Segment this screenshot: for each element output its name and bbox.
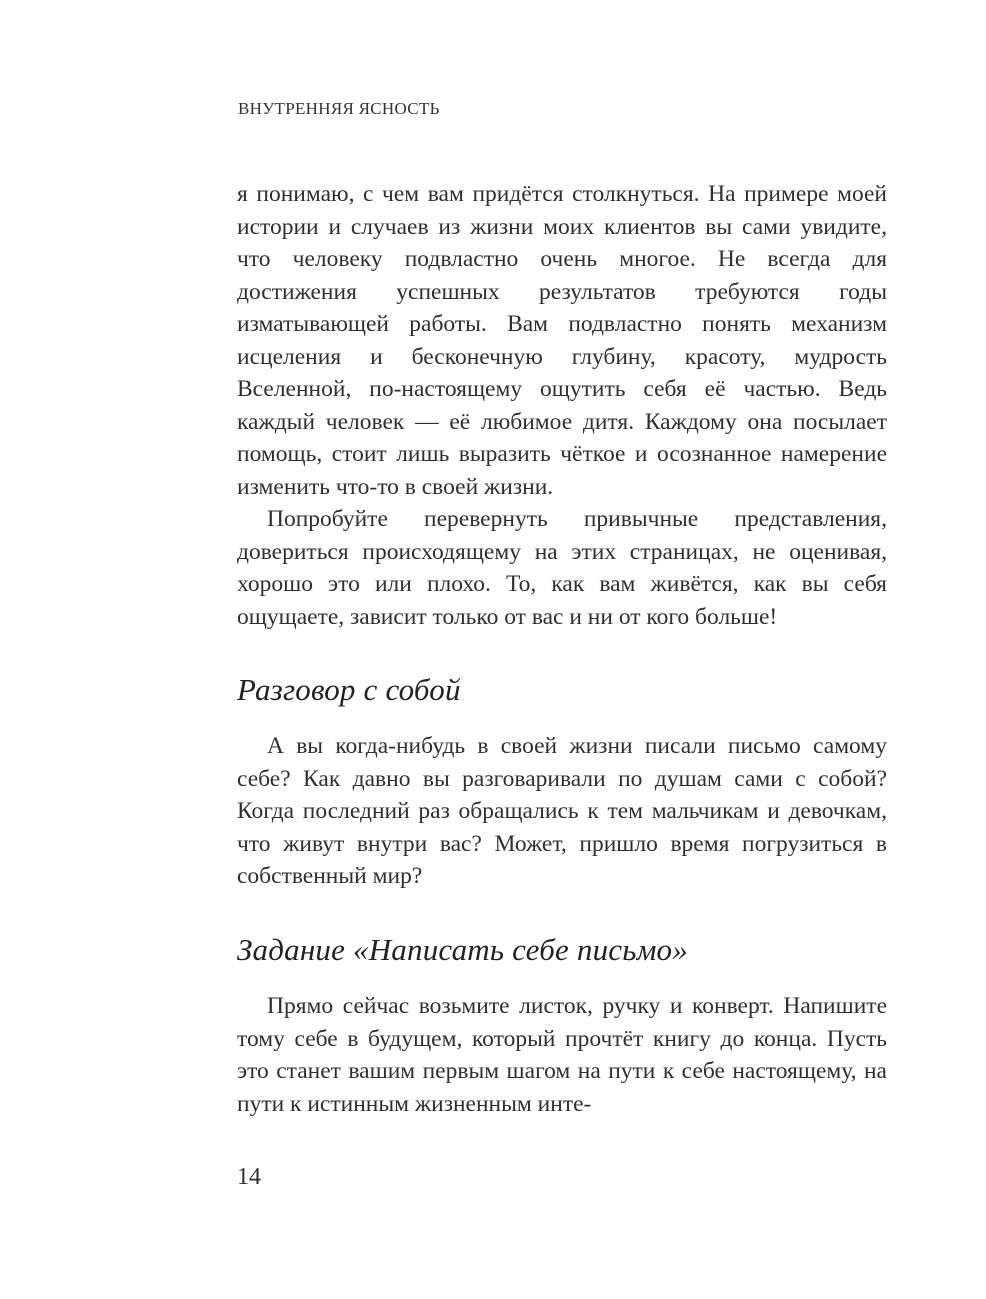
section-1-text-block [237,730,887,893]
section-2-paragraph: Прямо сейчас возьмите листок, ручку и конверт. Напишите тому себе в будущем, который прочтёт книгу до конца. Пусть это станет вашим первым шагом на пути к себе настоящему, на пути к истинным жизненным инте- [237,993,887,1117]
section-heading-letter-task: Задание «Написать себе письмо» [237,932,688,967]
running-head: ВНУТРЕННЯЯ ЯСНОСТЬ [238,99,440,118]
section-1-paragraph: А вы когда-нибудь в своей жизни писали письмо самому себе? Как давно вы разговаривали по душам сами с собой? Когда последний раз обращались к тем мальчикам и девочкам, что живут внутри вас? Может, пришло время погрузиться в собственный мир? [237,733,887,889]
section-2-text-block [237,990,887,1120]
page-number: 14 [237,1164,261,1190]
section-heading-conversation: Разговор с собой [237,672,461,707]
intro-paragraph-2: Попробуйте перевернуть привычные представления, довериться происходящему на этих страницах, не оценивая, хорошо это или плохо. То, как вам живётся, как вы себя ощущаете, зависит только от вас и ни от кого больше! [237,506,887,630]
intro-text-block [237,178,887,633]
intro-paragraph-1: я понимаю, с чем вам придётся столкнуться. На примере моей истории и случаев из жизни моих клиентов вы сами увидите, что человеку подвластно очень многое. Не всегда для достижения успешных результатов требуются годы изматывающей работы. Вам подвластно понять механизм исцеления и бесконечную глубину, красоту, мудрость Вселенной, по-настоящему ощутить себя её частью. Ведь каждый человек — её любимое дитя. Каждому она посылает помощь, стоит лишь выразить чёткое и осознанное намерение изменить что-то в своей жизни. [237,181,887,500]
